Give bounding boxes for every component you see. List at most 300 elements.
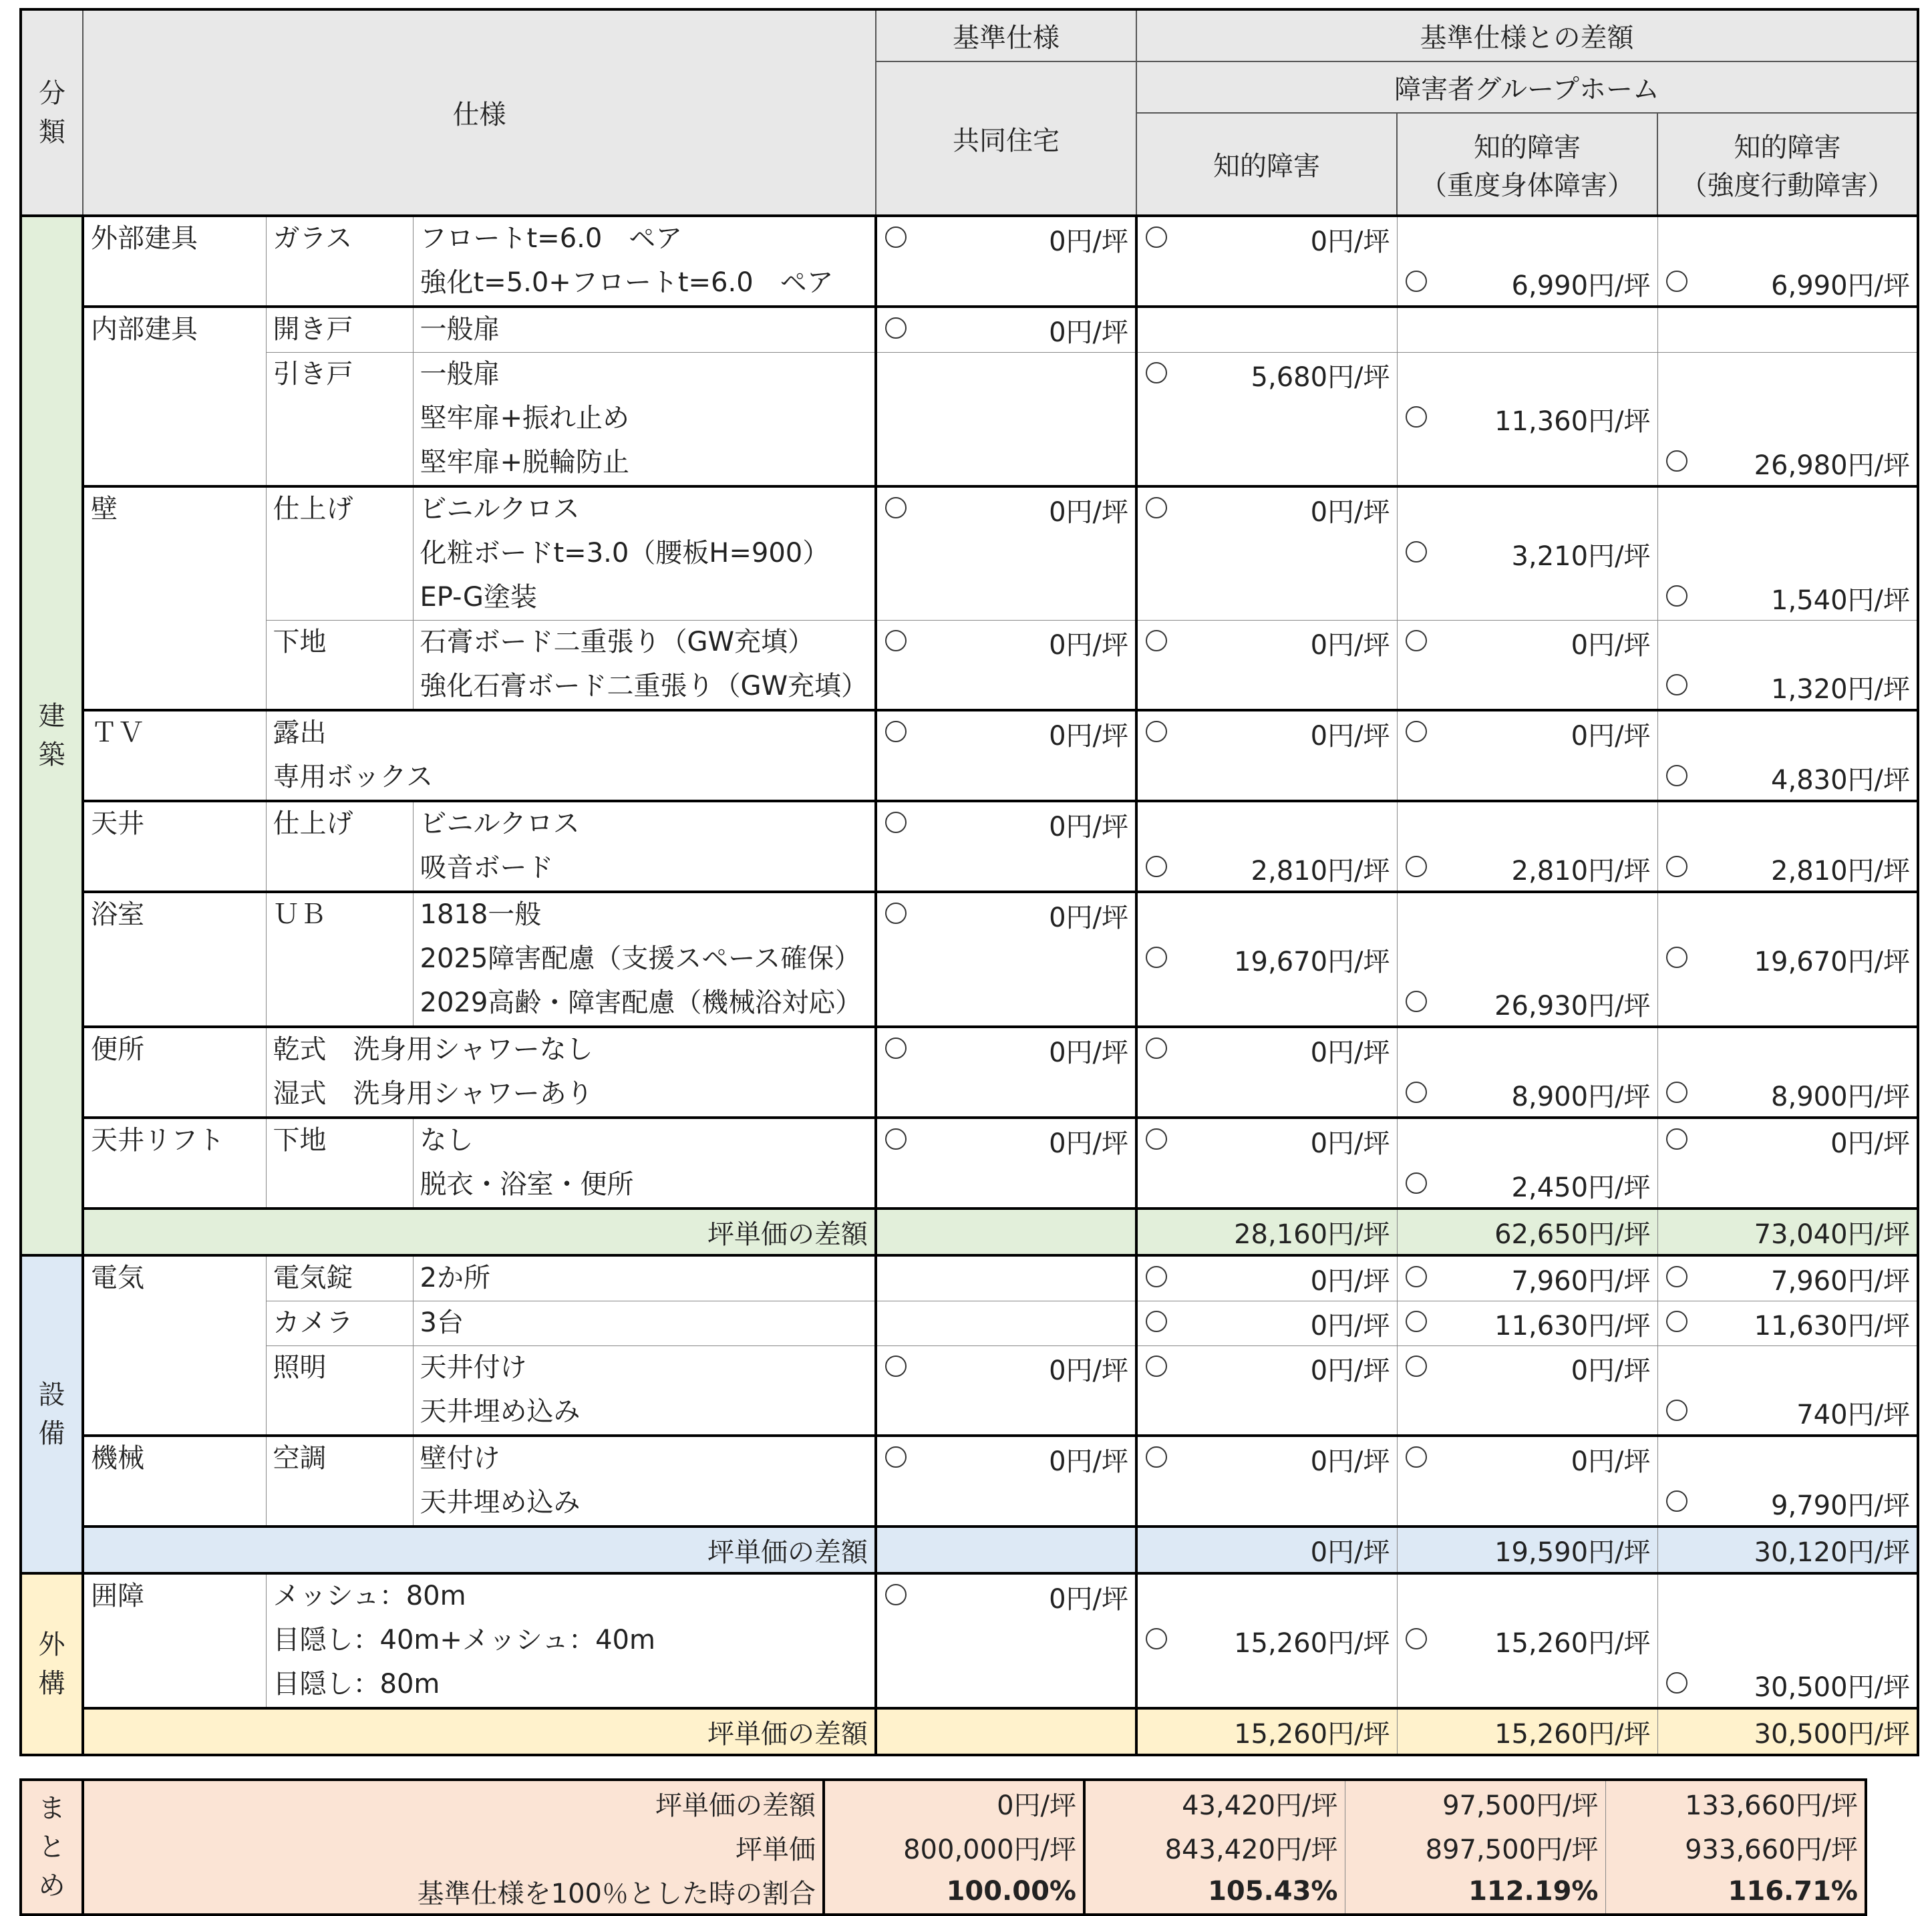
value-cell bbox=[1657, 1436, 1918, 1481]
circle-mark-icon bbox=[1666, 765, 1687, 786]
value-cell bbox=[1136, 846, 1397, 892]
value-cell bbox=[1397, 710, 1657, 756]
value-cell bbox=[1657, 1481, 1918, 1527]
value-cell bbox=[1397, 1481, 1657, 1527]
spec-sub: メッシュ：80m bbox=[266, 1573, 876, 1619]
spec-detail: 天井埋め込み bbox=[413, 1481, 876, 1527]
value-cell bbox=[1397, 1118, 1657, 1163]
value-cell bbox=[1397, 261, 1657, 307]
value-cell bbox=[1657, 1663, 1918, 1708]
summary-value: 0円/坪 bbox=[824, 1780, 1084, 1825]
spec-sub: 乾式 洗身用シャワーなし bbox=[266, 1027, 876, 1072]
header-chiteki: 知的障害 bbox=[1136, 113, 1397, 216]
circle-mark-icon bbox=[885, 903, 907, 924]
spec-detail: 天井埋め込み bbox=[413, 1390, 876, 1436]
table-row bbox=[21, 216, 1918, 261]
amount-text: 0円/坪 bbox=[1049, 317, 1129, 348]
table-row bbox=[21, 1663, 1918, 1708]
table-row bbox=[21, 353, 1918, 397]
circle-mark-icon bbox=[1406, 1266, 1427, 1287]
amount-text: 0円/坪 bbox=[1049, 1037, 1129, 1068]
summary-value: 112.19% bbox=[1345, 1869, 1605, 1915]
spec-sub: 開き戸 bbox=[266, 307, 413, 353]
amount-text: 4,830円/坪 bbox=[1771, 764, 1911, 796]
table-row bbox=[21, 1346, 1918, 1391]
value-cell bbox=[1657, 1255, 1918, 1301]
group-label: 天井リフト bbox=[83, 1118, 266, 1209]
amount-text: 2,810円/坪 bbox=[1771, 855, 1911, 887]
value-cell bbox=[1136, 621, 1397, 665]
amount-text: 6,990円/坪 bbox=[1771, 270, 1911, 301]
amount-text: 0円/坪 bbox=[1049, 1355, 1129, 1386]
value-cell bbox=[1136, 1346, 1397, 1391]
spec-detail: EP-G塗装 bbox=[413, 576, 876, 621]
summary-row bbox=[21, 1780, 1866, 1825]
summary-row bbox=[21, 1825, 1866, 1869]
summary-value: 116.71% bbox=[1605, 1869, 1866, 1915]
value-cell bbox=[1397, 532, 1657, 576]
value-cell bbox=[1657, 486, 1918, 532]
value-cell bbox=[1397, 937, 1657, 981]
spec-sub: 仕上げ bbox=[266, 486, 413, 621]
value-cell bbox=[1136, 1118, 1397, 1163]
summary-value: 933,660円/坪 bbox=[1605, 1825, 1866, 1869]
amount-text: 0円/坪 bbox=[1310, 1310, 1390, 1341]
value-cell bbox=[876, 665, 1136, 710]
value-cell bbox=[876, 1436, 1136, 1481]
subtotal-value: 28,160円/坪 bbox=[1136, 1209, 1397, 1255]
spec-sub: ガラス bbox=[266, 216, 413, 307]
value-cell bbox=[1657, 665, 1918, 710]
value-cell bbox=[876, 1573, 1136, 1619]
spec-detail: ビニルクロス bbox=[413, 801, 876, 846]
amount-text: 5,680円/坪 bbox=[1251, 361, 1390, 393]
value-cell bbox=[876, 801, 1136, 846]
spec-sub: カメラ bbox=[266, 1301, 413, 1346]
value-cell bbox=[1657, 846, 1918, 892]
table-row bbox=[21, 710, 1918, 756]
subtotal-value: 15,260円/坪 bbox=[1397, 1708, 1657, 1755]
amount-text: 26,980円/坪 bbox=[1754, 450, 1911, 481]
amount-text: 0円/坪 bbox=[1571, 1446, 1651, 1477]
circle-mark-icon bbox=[885, 630, 907, 651]
spec-detail: 壁付け bbox=[413, 1436, 876, 1481]
spec-detail: 吸音ボード bbox=[413, 846, 876, 892]
header-kijun: 基準仕様 bbox=[876, 9, 1136, 61]
amount-text: 11,630円/坪 bbox=[1754, 1310, 1911, 1341]
spec-sub: 空調 bbox=[266, 1436, 413, 1527]
amount-text: 0円/坪 bbox=[1310, 1265, 1390, 1297]
amount-text: 26,930円/坪 bbox=[1494, 990, 1651, 1021]
value-cell bbox=[1136, 1481, 1397, 1527]
value-cell bbox=[1136, 1619, 1397, 1663]
spec-sub: 下地 bbox=[266, 1118, 413, 1209]
summary-label: 坪単価 bbox=[83, 1825, 824, 1869]
spec-detail: 一般扉 bbox=[413, 307, 876, 353]
spec-sub: 目隠し：80m bbox=[266, 1663, 876, 1708]
circle-mark-icon bbox=[885, 1446, 907, 1468]
group-label: 壁 bbox=[83, 486, 266, 710]
value-cell bbox=[1397, 1573, 1657, 1619]
amount-text: 0円/坪 bbox=[1049, 496, 1129, 528]
value-cell bbox=[876, 1481, 1136, 1527]
value-cell bbox=[1657, 801, 1918, 846]
value-cell bbox=[1397, 801, 1657, 846]
circle-mark-icon bbox=[1406, 856, 1427, 877]
amount-text: 0円/坪 bbox=[1571, 629, 1651, 661]
summary-label: 基準仕様を100％とした時の割合 bbox=[83, 1869, 824, 1915]
circle-mark-icon bbox=[1406, 1355, 1427, 1377]
subtotal-value: 15,260円/坪 bbox=[1136, 1708, 1397, 1755]
amount-text: 1,320円/坪 bbox=[1771, 673, 1911, 705]
value-cell bbox=[1397, 1663, 1657, 1708]
amount-text: 19,670円/坪 bbox=[1754, 946, 1911, 977]
category-label: 建築 bbox=[38, 701, 65, 770]
category-equip bbox=[21, 1255, 83, 1573]
value-cell bbox=[876, 756, 1136, 801]
value-cell bbox=[1136, 307, 1397, 353]
summary-value: 843,420円/坪 bbox=[1084, 1825, 1345, 1869]
circle-mark-icon bbox=[1146, 721, 1167, 742]
amount-text: 3,210円/坪 bbox=[1511, 540, 1651, 572]
spec-sub: 専用ボックス bbox=[266, 756, 876, 801]
amount-text: 0円/坪 bbox=[1310, 1128, 1390, 1159]
header-shiyou: 仕様 bbox=[83, 9, 876, 216]
spec-detail: 脱衣・浴室・便所 bbox=[413, 1163, 876, 1209]
spec-detail: 2か所 bbox=[413, 1255, 876, 1301]
header-chiteki-severe-physical: 知的障害 （重度身体障害） bbox=[1397, 113, 1657, 216]
value-cell bbox=[1136, 1163, 1397, 1209]
value-cell bbox=[1657, 216, 1918, 261]
circle-mark-icon bbox=[1146, 362, 1167, 383]
amount-text: 0円/坪 bbox=[1049, 629, 1129, 661]
summary-value: 133,660円/坪 bbox=[1605, 1780, 1866, 1825]
circle-mark-icon bbox=[1406, 406, 1427, 428]
value-cell bbox=[876, 441, 1136, 486]
subtotal-value: 62,650円/坪 bbox=[1397, 1209, 1657, 1255]
value-cell bbox=[1657, 576, 1918, 621]
spec-detail: 強化石膏ボード二重張り（GW充填） bbox=[413, 665, 876, 710]
summary-value: 800,000円/坪 bbox=[824, 1825, 1084, 1869]
value-cell bbox=[1657, 756, 1918, 801]
spec-detail: 3台 bbox=[413, 1301, 876, 1346]
value-cell bbox=[1657, 1346, 1918, 1391]
cost-comparison-table bbox=[19, 8, 1919, 1756]
amount-text: 0円/坪 bbox=[1310, 496, 1390, 528]
group-label: 浴室 bbox=[83, 892, 266, 1027]
value-cell bbox=[1397, 441, 1657, 486]
circle-mark-icon bbox=[1406, 1172, 1427, 1194]
value-cell bbox=[1657, 532, 1918, 576]
circle-mark-icon bbox=[1146, 497, 1167, 518]
value-cell bbox=[876, 1027, 1136, 1072]
value-cell bbox=[1136, 710, 1397, 756]
amount-text: 8,900円/坪 bbox=[1771, 1081, 1911, 1112]
value-cell bbox=[1397, 397, 1657, 441]
subtotal-value: 30,500円/坪 bbox=[1657, 1708, 1918, 1755]
circle-mark-icon bbox=[885, 317, 907, 339]
category-label: 設備 bbox=[38, 1380, 65, 1449]
circle-mark-icon bbox=[885, 497, 907, 518]
value-cell bbox=[1136, 1027, 1397, 1072]
group-label: 外部建具 bbox=[83, 216, 266, 307]
circle-mark-icon bbox=[1666, 1672, 1687, 1694]
value-cell bbox=[1136, 397, 1397, 441]
table-row bbox=[21, 756, 1918, 801]
amount-text: 0円/坪 bbox=[1310, 226, 1390, 257]
value-cell bbox=[1657, 1573, 1918, 1619]
table-row bbox=[21, 1619, 1918, 1663]
subtotal-row bbox=[21, 1708, 1918, 1755]
group-label: 囲障 bbox=[83, 1573, 266, 1708]
table-row bbox=[21, 1072, 1918, 1118]
circle-mark-icon bbox=[1666, 856, 1687, 877]
value-cell bbox=[1136, 1436, 1397, 1481]
value-cell bbox=[1397, 1027, 1657, 1072]
value-cell bbox=[876, 353, 1136, 397]
spec-detail: 化粧ボードt=3.0（腰板H=900） bbox=[413, 532, 876, 576]
value-cell bbox=[1397, 486, 1657, 532]
amount-text: 0円/坪 bbox=[1049, 720, 1129, 752]
value-cell bbox=[876, 1346, 1136, 1391]
circle-mark-icon bbox=[1666, 947, 1687, 968]
subtotal-label: 坪単価の差額 bbox=[83, 1209, 876, 1255]
value-cell bbox=[1657, 1619, 1918, 1663]
value-cell bbox=[876, 846, 1136, 892]
value-cell bbox=[1136, 216, 1397, 261]
spec-detail: 一般扉 bbox=[413, 353, 876, 397]
value-cell bbox=[1397, 621, 1657, 665]
circle-mark-icon bbox=[1146, 226, 1167, 248]
category-label: 外構 bbox=[38, 1629, 65, 1699]
value-cell bbox=[1136, 665, 1397, 710]
value-cell bbox=[876, 1663, 1136, 1708]
value-cell bbox=[876, 1163, 1136, 1209]
subtotal-value bbox=[876, 1527, 1136, 1573]
amount-text: 0円/坪 bbox=[1310, 720, 1390, 752]
value-cell bbox=[876, 261, 1136, 307]
value-cell bbox=[876, 532, 1136, 576]
amount-text: 2,810円/坪 bbox=[1511, 855, 1651, 887]
value-cell bbox=[1657, 892, 1918, 937]
circle-mark-icon bbox=[1406, 1628, 1427, 1649]
circle-mark-icon bbox=[885, 226, 907, 248]
circle-mark-icon bbox=[885, 1584, 907, 1605]
circle-mark-icon bbox=[885, 812, 907, 833]
value-cell bbox=[1397, 1255, 1657, 1301]
amount-text: 0円/坪 bbox=[1049, 1128, 1129, 1159]
value-cell bbox=[1136, 532, 1397, 576]
value-cell bbox=[1136, 756, 1397, 801]
amount-text: 0円/坪 bbox=[1310, 629, 1390, 661]
circle-mark-icon bbox=[1146, 1128, 1167, 1150]
amount-text: 30,500円/坪 bbox=[1754, 1671, 1911, 1703]
amount-text: 7,960円/坪 bbox=[1771, 1265, 1911, 1297]
circle-mark-icon bbox=[1406, 630, 1427, 651]
table-row bbox=[21, 1027, 1918, 1072]
subtotal-value: 73,040円/坪 bbox=[1657, 1209, 1918, 1255]
value-cell bbox=[1657, 307, 1918, 353]
spec-sub: 電気錠 bbox=[266, 1255, 413, 1301]
subtotal-value bbox=[876, 1209, 1136, 1255]
group-label: 機械 bbox=[83, 1436, 266, 1527]
amount-text: 19,670円/坪 bbox=[1234, 946, 1390, 977]
value-cell bbox=[1136, 353, 1397, 397]
value-cell bbox=[1397, 1390, 1657, 1436]
circle-mark-icon bbox=[1146, 1628, 1167, 1649]
value-cell bbox=[1136, 1301, 1397, 1346]
value-cell bbox=[1136, 576, 1397, 621]
amount-text: 0円/坪 bbox=[1310, 1446, 1390, 1477]
value-cell bbox=[876, 216, 1136, 261]
subtotal-value bbox=[876, 1708, 1136, 1755]
value-cell bbox=[876, 1255, 1136, 1301]
spec-detail: 1818一般 bbox=[413, 892, 876, 937]
value-cell bbox=[1657, 1027, 1918, 1072]
group-label: 電気 bbox=[83, 1255, 266, 1436]
spec-sub: 湿式 洗身用シャワーあり bbox=[266, 1072, 876, 1118]
circle-mark-icon bbox=[1666, 1082, 1687, 1103]
group-label: ＴＶ bbox=[83, 710, 266, 801]
header-chiteki-behavior: 知的障害 （強度行動障害） bbox=[1657, 113, 1918, 216]
value-cell bbox=[1397, 756, 1657, 801]
circle-mark-icon bbox=[1666, 1400, 1687, 1421]
circle-mark-icon bbox=[1406, 271, 1427, 292]
table-row bbox=[21, 801, 1918, 846]
amount-text: 0円/坪 bbox=[1310, 1355, 1390, 1386]
value-cell bbox=[1397, 665, 1657, 710]
table-row bbox=[21, 1118, 1918, 1163]
spec-detail: 2025障害配慮（支援スペース確保） bbox=[413, 937, 876, 981]
amount-text: 8,900円/坪 bbox=[1511, 1081, 1651, 1112]
summary-value: 97,500円/坪 bbox=[1345, 1780, 1605, 1825]
value-cell bbox=[1136, 486, 1397, 532]
amount-text: 15,260円/坪 bbox=[1494, 1627, 1651, 1659]
circle-mark-icon bbox=[885, 721, 907, 742]
amount-text: 6,990円/坪 bbox=[1511, 270, 1651, 301]
spec-detail: 堅牢扉+振れ止め bbox=[413, 397, 876, 441]
value-cell bbox=[876, 1118, 1136, 1163]
circle-mark-icon bbox=[1666, 1311, 1687, 1332]
amount-text: 0円/坪 bbox=[1310, 1037, 1390, 1068]
summary-value: 100.00% bbox=[824, 1869, 1084, 1915]
amount-text: 0円/坪 bbox=[1049, 226, 1129, 257]
amount-text: 2,810円/坪 bbox=[1251, 855, 1390, 887]
table-row bbox=[21, 1255, 1918, 1301]
circle-mark-icon bbox=[1666, 1490, 1687, 1512]
amount-text: 740円/坪 bbox=[1796, 1399, 1911, 1430]
value-cell bbox=[876, 486, 1136, 532]
spec-detail: 天井付け bbox=[413, 1346, 876, 1391]
value-cell bbox=[1136, 1390, 1397, 1436]
table-row bbox=[21, 1573, 1918, 1619]
value-cell bbox=[1397, 1436, 1657, 1481]
circle-mark-icon bbox=[1666, 1266, 1687, 1287]
circle-mark-icon bbox=[1146, 1037, 1167, 1059]
amount-text: 1,540円/坪 bbox=[1771, 585, 1911, 616]
value-cell bbox=[876, 621, 1136, 665]
value-cell bbox=[1657, 1390, 1918, 1436]
value-cell bbox=[1397, 1619, 1657, 1663]
table-row bbox=[21, 307, 1918, 353]
value-cell bbox=[876, 1619, 1136, 1663]
spec-detail: 石膏ボード二重張り（GW充填） bbox=[413, 621, 876, 665]
header-kyoudou: 共同住宅 bbox=[876, 61, 1136, 216]
value-cell bbox=[1136, 1072, 1397, 1118]
subtotal-row bbox=[21, 1527, 1918, 1573]
table-row bbox=[21, 1301, 1918, 1346]
value-cell bbox=[876, 1301, 1136, 1346]
value-cell bbox=[1136, 1573, 1397, 1619]
value-cell bbox=[1136, 441, 1397, 486]
category-sum bbox=[21, 1780, 83, 1915]
amount-text: 2,450円/坪 bbox=[1511, 1172, 1651, 1203]
value-cell bbox=[876, 892, 1136, 937]
circle-mark-icon bbox=[1666, 271, 1687, 292]
amount-text: 0円/坪 bbox=[1049, 1446, 1129, 1477]
group-label: 天井 bbox=[83, 801, 266, 892]
value-cell bbox=[1657, 621, 1918, 665]
value-cell bbox=[1657, 1072, 1918, 1118]
value-cell bbox=[1657, 441, 1918, 486]
group-label: 内部建具 bbox=[83, 307, 266, 486]
amount-text: 15,260円/坪 bbox=[1234, 1627, 1390, 1659]
subtotal-value: 30,120円/坪 bbox=[1657, 1527, 1918, 1573]
value-cell bbox=[876, 576, 1136, 621]
circle-mark-icon bbox=[1666, 585, 1687, 607]
header-grouphome: 障害者グループホーム bbox=[1136, 61, 1918, 113]
category-arch bbox=[21, 216, 83, 1255]
value-cell bbox=[876, 307, 1136, 353]
value-cell bbox=[1397, 216, 1657, 261]
value-cell bbox=[1136, 981, 1397, 1027]
circle-mark-icon bbox=[1406, 541, 1427, 563]
value-cell bbox=[876, 1072, 1136, 1118]
amount-text: 0円/坪 bbox=[1049, 902, 1129, 933]
subtotal-row bbox=[21, 1209, 1918, 1255]
amount-text: 0円/坪 bbox=[1571, 1355, 1651, 1386]
value-cell bbox=[1657, 261, 1918, 307]
circle-mark-icon bbox=[1406, 721, 1427, 742]
circle-mark-icon bbox=[1146, 1266, 1167, 1287]
value-cell bbox=[1657, 1163, 1918, 1209]
amount-text: 7,960円/坪 bbox=[1511, 1265, 1651, 1297]
subtotal-label: 坪単価の差額 bbox=[83, 1708, 876, 1755]
value-cell bbox=[1657, 1118, 1918, 1163]
circle-mark-icon bbox=[1146, 1355, 1167, 1377]
spec-detail: なし bbox=[413, 1118, 876, 1163]
value-cell bbox=[1657, 710, 1918, 756]
spec-detail: 強化t=5.0+フロートt=6.0 ペア bbox=[413, 261, 876, 307]
spec-sub: 露出 bbox=[266, 710, 876, 756]
value-cell bbox=[1397, 1346, 1657, 1391]
circle-mark-icon bbox=[1146, 856, 1167, 877]
circle-mark-icon bbox=[1666, 1128, 1687, 1150]
header-bunrui: 分類 bbox=[21, 9, 83, 216]
table-row bbox=[21, 486, 1918, 532]
circle-mark-icon bbox=[1146, 1311, 1167, 1332]
circle-mark-icon bbox=[1406, 1082, 1427, 1103]
value-cell bbox=[1397, 353, 1657, 397]
table-row bbox=[21, 621, 1918, 665]
circle-mark-icon bbox=[1146, 947, 1167, 968]
header-sagaku: 基準仕様との差額 bbox=[1136, 9, 1918, 61]
value-cell bbox=[876, 397, 1136, 441]
spec-sub: 照明 bbox=[266, 1346, 413, 1436]
summary-table bbox=[19, 1778, 1867, 1916]
circle-mark-icon bbox=[885, 1128, 907, 1150]
circle-mark-icon bbox=[885, 1355, 907, 1377]
